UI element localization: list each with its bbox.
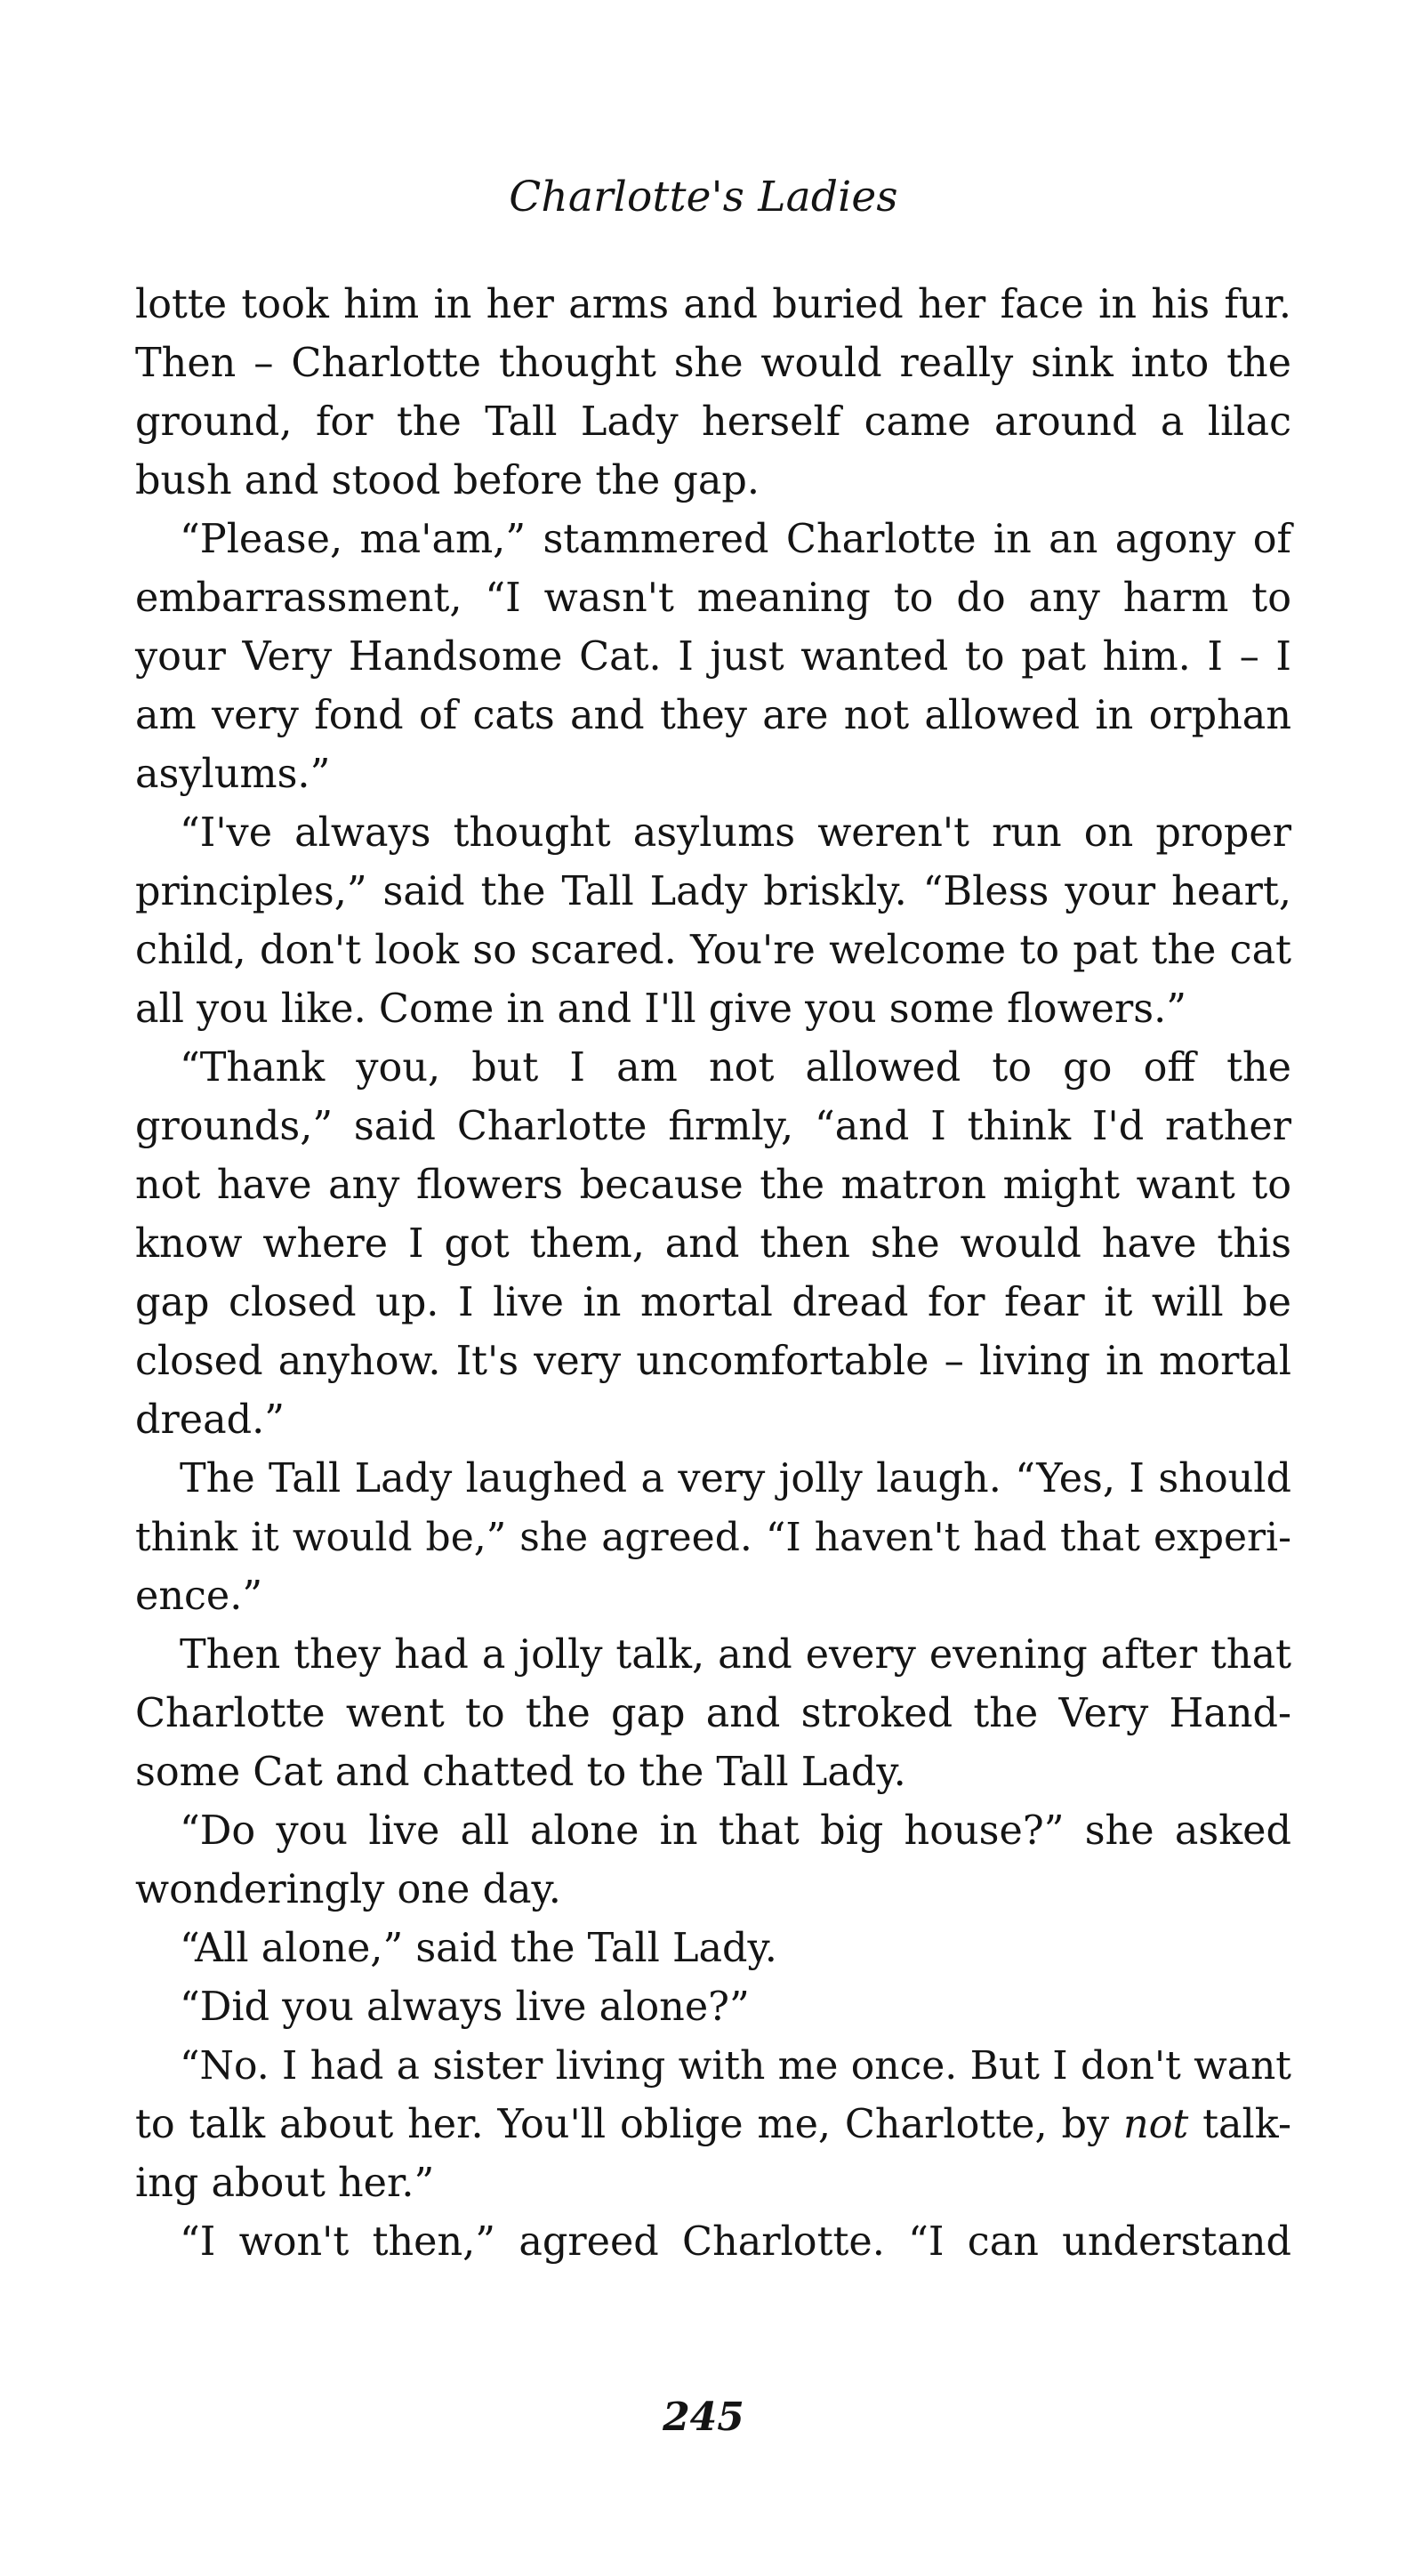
text-line: think it would be,” she agreed. “I haven't had that experi- <box>135 1515 1291 1560</box>
text-line: your Very Handsome Cat. I just wanted to pat him. I – I <box>135 634 1291 680</box>
text-line: “I've always thought asylums weren't run on proper <box>180 810 1291 856</box>
text-line: Then – Charlotte thought she would really sink into the <box>135 341 1291 386</box>
text-line: gap closed up. I live in mortal dread for fear it will be <box>135 1280 1291 1325</box>
text-line: closed anyhow. It's very uncomfortable – living in mortal <box>135 1339 1291 1384</box>
text-line: asylums.” <box>135 752 331 797</box>
emphasis-text: not <box>1122 2102 1189 2147</box>
text-line: lotte took him in her arms and buried her face in his fur. <box>135 282 1291 327</box>
text-line: to talk about her. You'll oblige me, Charlotte, by not talk- <box>135 2102 1291 2147</box>
text-line: bush and stood before the gap. <box>135 458 760 503</box>
text-line: “No. I had a sister living with me once. But I don't want <box>180 2043 1291 2089</box>
text-line: grounds,” said Charlotte firmly, “and I think I'd rather <box>135 1104 1291 1149</box>
text-line: “All alone,” said the Tall Lady. <box>180 1926 777 1971</box>
text-line: “Please, ma'am,” stammered Charlotte in an agony of <box>180 517 1291 562</box>
text-line: know where I got them, and then she would have this <box>135 1221 1291 1267</box>
text-line: some Cat and chatted to the Tall Lady. <box>135 1750 906 1795</box>
text-line: not have any flowers because the matron might want to <box>135 1163 1291 1208</box>
text-line: “Do you live all alone in that big house?” she asked <box>180 1808 1291 1854</box>
text-line: The Tall Lady laughed a very jolly laugh. “Yes, I should <box>180 1456 1291 1501</box>
text-line: “I won't then,” agreed Charlotte. “I can understand <box>180 2219 1291 2265</box>
text-line: am very fond of cats and they are not allowed in orphan <box>135 693 1291 738</box>
text-line: “Thank you, but I am not allowed to go off the <box>180 1045 1291 1091</box>
text-line: wonderingly one day. <box>135 1867 561 1912</box>
text-line: “Did you always live alone?” <box>180 1984 750 2030</box>
body-text <box>135 276 1291 2272</box>
running-head: Charlotte's Ladies <box>509 173 898 221</box>
text-line: child, don't look so scared. You're welcome to pat the cat <box>135 928 1291 973</box>
text-line: all you like. Come in and I'll give you some flowers.” <box>135 986 1187 1032</box>
text-line: principles,” said the Tall Lady briskly. “Bless your heart, <box>135 869 1291 914</box>
text-line: embarrassment, “I wasn't meaning to do any harm to <box>135 576 1291 621</box>
text-line: dread.” <box>135 1397 285 1443</box>
text-line: ing about her.” <box>135 2161 435 2206</box>
text-line: Charlotte went to the gap and stroked the Very Hand- <box>135 1691 1291 1736</box>
text-line: ence.” <box>135 1574 263 1619</box>
page-number: 245 <box>663 2395 744 2440</box>
text-line: ground, for the Tall Lady herself came around a lilac <box>135 399 1291 445</box>
text-line: Then they had a jolly talk, and every evening after that <box>180 1632 1291 1678</box>
